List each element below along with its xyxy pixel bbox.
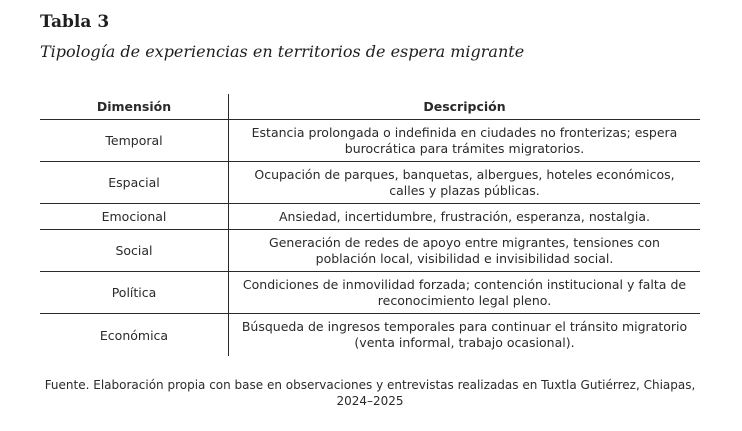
table-row (40, 230, 700, 272)
cell-description: Generación de redes de apoyo entre migrantes, tensiones con población local, visibilidad e invisibilidad social. (228, 230, 700, 271)
table-label: Tabla 3 (40, 12, 110, 32)
cell-dimension: Emocional (101, 209, 167, 224)
cell-dimension: Social (115, 243, 153, 258)
table-header-row (40, 94, 700, 120)
cell-dimension: Espacial (108, 175, 160, 190)
header-dimension: Dimensión (96, 99, 172, 114)
table-title: Tipología de experiencias en territorios de espera migrante (40, 42, 525, 61)
header-description: Descripción (228, 94, 700, 119)
cell-description: Búsqueda de ingresos temporales para continuar el tránsito migratorio (venta informal, trabajo ocasional). (228, 314, 700, 356)
cell-dimension: Económica (99, 327, 169, 343)
cell-description: Ansiedad, incertidumbre, frustración, esperanza, nostalgia. (228, 204, 700, 229)
cell-description: Ocupación de parques, banquetas, albergues, hoteles económicos, calles y plazas públicas. (228, 162, 700, 203)
table-source-note: Fuente. Elaboración propia con base en observaciones y entrevistas realizadas en Tuxtla Gutiérrez, Chiapas, 2024–2025 (44, 378, 696, 408)
cell-description: Estancia prolongada o indefinida en ciudades no fronterizas; espera burocrática para trámites migratorios. (228, 120, 700, 161)
cell-description: Condiciones de inmovilidad forzada; contención institucional y falta de reconocimiento legal pleno. (228, 272, 700, 313)
cell-dimension: Política (111, 285, 157, 300)
table-row (40, 204, 700, 230)
typology-table (40, 94, 700, 356)
table-row (40, 272, 700, 314)
table-row (40, 314, 700, 356)
table-row (40, 162, 700, 204)
cell-dimension: Temporal (105, 133, 163, 148)
table-row (40, 120, 700, 162)
